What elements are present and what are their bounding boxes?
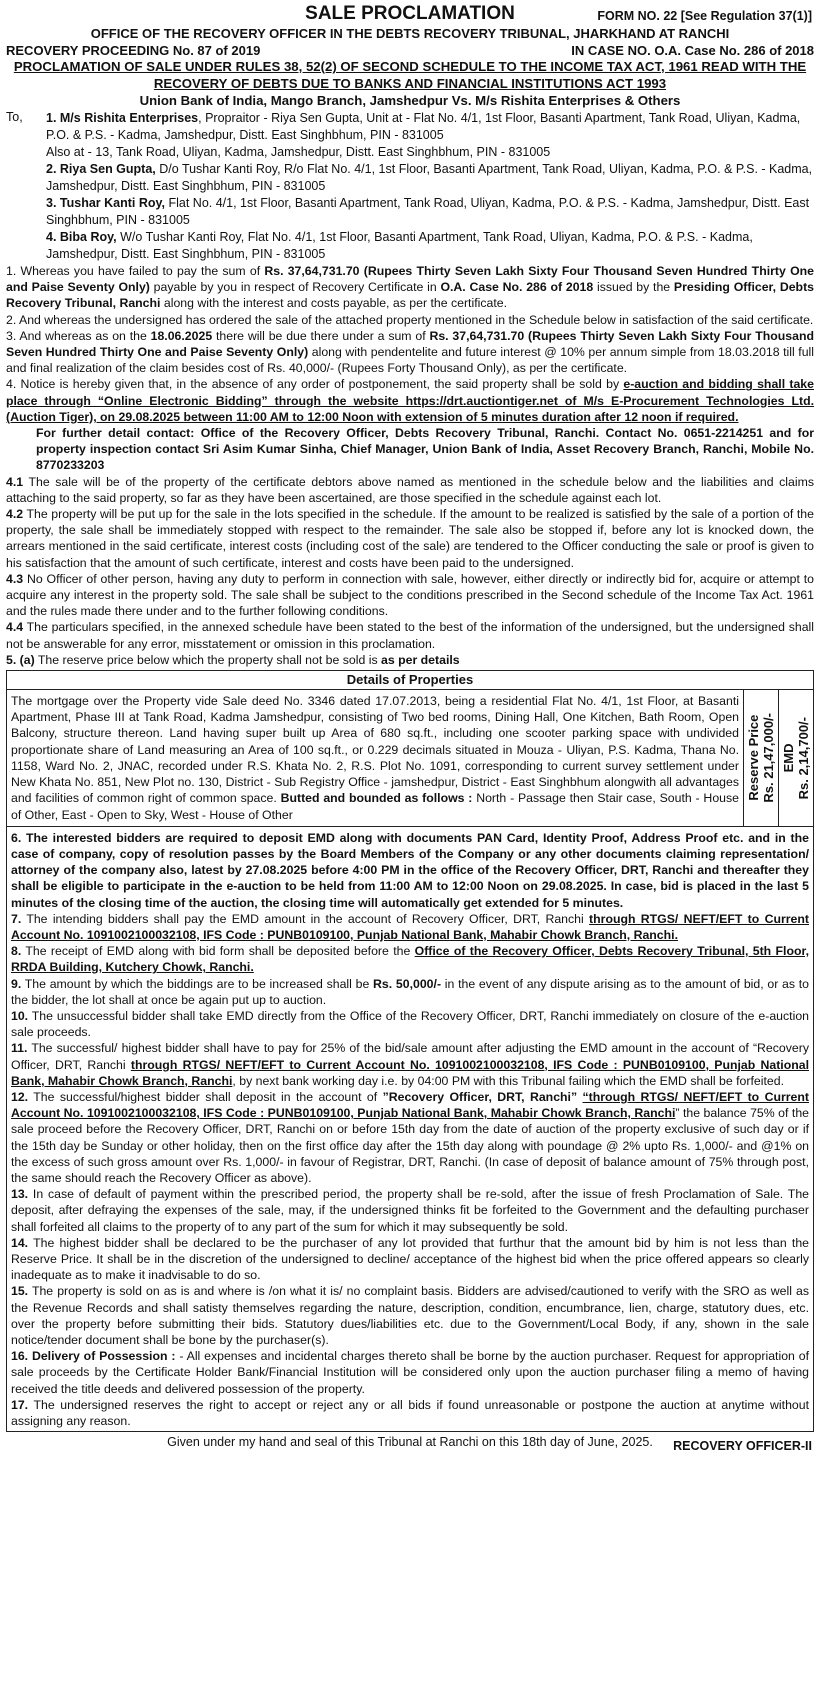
paragraph-4-4: 4.4 The particulars specified, in the annexed schedule have been stated to the best of the information of the undersigned, but the undersigned shall not be answerable for any error, misstatement or omission in this proclamation. <box>6 620 814 651</box>
property-description: The mortgage over the Property vide Sale deed No. 3346 dated 17.07.2013, being a residential Flat No. 4/1, 1st Floor, at Basanti Apartment, Phase III at Tank Road, Kadma Jamshedpur, consisting of Two bed rooms, Dining Hall, One Kitchen, Bath Room, Open Balcony, structure thereon. Land having super built up Area of 680 sq.ft., including one scooter parking space with undivided proportionate share of Land measuring an Area of 100 sq.ft., or 0.229 decimals situated in Mouza - Uliyan, P.S. Kadma, Thana No. 1158, Ward No. 2, JNAC, recorded under R.S. Khata No. 2, R.S. Plot No. 1091, corresponding to current survey settlement under New Khata No. 851, New Plot no. 130, District - Sub Registry Office - jamshedpur, District - East Singhbhum alongwith all advantages and facilities of common right of common space. Butted and bounded as follows : North - Passage then Stair case, South - House of Other, East - Open to Sky, West - House of Other <box>7 690 744 826</box>
case-number: IN CASE NO. O.A. Case No. 286 of 2018 <box>571 43 814 58</box>
reserve-price-value: Rs. 21,47,000/- <box>761 713 776 803</box>
addressee-3: 3. Tushar Kanti Roy, Flat No. 4/1, 1st Floor, Basanti Apartment, Tank Road, Uliyan, Kadma, P.O. & P.S. - Kadma, Jamshedpur, Distt. East Singhbhum, PIN - 831005 <box>46 196 810 227</box>
notice-title: SALE PROCLAMATION <box>305 3 515 24</box>
conditions-of-sale <box>6 827 814 1433</box>
addressees-block <box>6 110 814 263</box>
property-details-heading: Details of Properties <box>7 671 813 690</box>
property-details-table <box>6 670 814 827</box>
emd-label: EMD <box>781 743 796 773</box>
paragraph-2: 2. And whereas the undersigned has ordered the sale of the attached property mentioned in the Schedule below in satisfaction of the said certificate. <box>6 312 814 327</box>
paragraph-7: 7. The intending bidders shall pay the EMD amount in the account of Recovery Officer, DRT, Ranchi through RTGS/ NEFT/EFT to Current Account No. 1091002100032108, IFS Code : PUNB0109100, Punjab National Bank, Mahabir Chowk Branch, Ranchi. <box>11 911 809 942</box>
paragraph-16: 16. Delivery of Possession : - All expenses and incidental charges thereto shall be borne by the auction purchaser. Request for appropriation of sale proceeds by the Certificate Holder Bank/Financial Institution will be considered only upon the auction purchaser filing a memo of having received the title deeds and delivered possession of the property. <box>11 1349 810 1396</box>
paragraph-4-3: 4.3 No Officer of other person, having any duty to perform in connection with sale, however, either directly or indirectly bid for, acquire or attempt to acquire any interest in the property sold. The sale shall be subject to the conditions prescribed in the Second schedule of the Income Tax Act. 1961 and the rules made there under and to the further following conditions. <box>6 571 814 619</box>
signatory: RECOVERY OFFICER-II <box>673 1439 812 1454</box>
emd-value: Rs. 2,14,700/- <box>796 716 811 800</box>
addressee-2: 2. Riya Sen Gupta, D/o Tushar Kanti Roy, R/o Flat No. 4/1, 1st Floor, Basanti Apartment, Tank Road, Uliyan, Kadma, P.O. & P.S. - Kadma, Jamshedpur, Distt. East Singhbhum, PIN - 831005 <box>46 162 813 193</box>
office-heading: OFFICE OF THE RECOVERY OFFICER IN THE DEBTS RECOVERY TRIBUNAL, JHARKHAND AT RANCHI <box>90 26 730 41</box>
emd-cell <box>779 690 813 826</box>
recovery-proceeding: RECOVERY PROCEEDING No. 87 of 2019 <box>6 43 261 58</box>
case-line <box>6 42 814 59</box>
sale-proclamation-notice <box>6 3 814 1689</box>
paragraph-4-1: 4.1 The sale will be of the property of the certificate debtors above named as mentioned in the schedule below and the liabilities and claims attaching to the said property, so far as they have been ascertained, are those specified in the schedule against each lot. <box>6 474 814 505</box>
reserve-price-label: Reserve Price <box>746 714 761 801</box>
paragraph-15: 15. The property is sold on as is and where is /on what it is/ no complaint basis. Bidders are advised/cautioned to verify with the SRO as well as the Revenue Records and shall satisty themselves regarding the nature, description, condition, encumbrance, lien, charge, statutory dues, etc. over the property before submitting their bids. Statutory dues/liabilities etc. due to the Government/Local Body, if any, shown in the sale notice/tender document shall be bone by the purchaser(s). <box>11 1284 809 1347</box>
paragraph-10: 10. The unsuccessful bidder shall take EMD directly from the Office of the Recovery Officer, DRT, Ranchi immediately on closure of the e-auction sale proceeds. <box>11 1008 809 1040</box>
paragraph-4: 4. Notice is hereby given that, in the absence of any order of postponement, the said property shall be sold by e-auction and bidding shall take place through “Online Electronic Bidding” through the website https://drt.auctiontiger.net of M/s E-Procurement Technologies Ltd. (Auction Tiger), on 29.08.2025 between 11:00 AM to 12:00 Noon with extension of 5 minutes duration after 12 noon if required. <box>6 377 814 424</box>
paragraph-13: 13. In case of default of payment within the prescribed period, the property shall be re-sold, after the issue of fresh Proclamation of Sale. The deposit, after defraying the expenses of the sale, may, if the undersigned thinks fit be forfeited to the Government and the defaulting purchaser shall forfeited all claims to the property of to any part of the sum for which it may subsequently be sold. <box>11 1187 809 1234</box>
proclamation-heading: PROCLAMATION OF SALE UNDER RULES 38, 52(2) OF SECOND SCHEDULE TO THE INCOME TAX ACT, 1961 READ WITH THE RECOVERY OF DEBTS DUE TO BANKS AND FINANCIAL INSTITUTIONS ACT 1993 <box>13 59 807 91</box>
contact-details: For further detail contact: Office of the Recovery Officer, Debts Recovery Tribunal, Ranchi. Contact No. 0651-2214251 and for property inspection contact Sri Asim Kumar Sinha, Chief Manager, Union Bank of India, Asset Recovery Branch, Ranchi, Mobile No. 8770233203 <box>36 426 814 473</box>
property-details-body <box>7 690 813 826</box>
paragraph-5a: 5. (a) The reserve price below which the property shall not be sold is as per details <box>6 652 460 667</box>
paragraph-3: 3. And whereas as on the 18.06.2025 there will be due there under a sum of Rs. 37,64,731.70 (Rupees Thirty Seven Lakh Sixty Four Thousand Seven Hundred Thirty One and Paise Seventy Only) along with pendentelite and future interest @ 10% per annum simple from 18.03.2018 till full and final realization of the claim besides cost of Rs. 40,000/- (Rupees Forty Thousand Only), as per the certificate. <box>6 328 815 376</box>
paragraph-14: 14. The highest bidder shall be declared to be the purchaser of any lot provided that furthur that the amount bid by him is not less than the Reserve Price. It shall be in the discretion of the undersigned to decline/ acceptance of the highest bid when the price offered appears so clearly inadequate as to make it inadvisable to do so. <box>11 1235 809 1283</box>
paragraph-8: 8. The receipt of EMD along with bid form shall be deposited before the Office of the Recovery Officer, Debts Recovery Tribunal, 5th Floor, RRDA Building, Kutchery Chowk, Ranchi. <box>11 944 809 975</box>
paragraph-1: 1. Whereas you have failed to pay the sum of Rs. 37,64,731.70 (Rupees Thirty Seven Lakh Sixty Four Thousand Seven Hundred Thirty One and Paise Seventy Only) payable by you in respect of Recovery Certificate in O.A. Case No. 286 of 2018 issued by the Presiding Officer, Debts Recovery Tribunal, Ranchi along with the interest and costs payable, as per the certificate. <box>6 264 815 311</box>
to-label: To, <box>6 110 23 124</box>
addressee-1-alt-address: Also at - 13, Tank Road, Uliyan, Kadma, Jamshedpur, Distt. East Singhbhum, PIN - 831005 <box>46 145 551 159</box>
addressee-4: 4. Biba Roy, W/o Tushar Kanti Roy, Flat No. 4/1, 1st Floor, Basanti Apartment, Tank Road, Uliyan, Kadma, P.O. & P.S. - Kadma, Jamshedpur, Distt. East Singhbhum, PIN - 831005 <box>46 230 753 261</box>
paragraph-11: 11. The successful/ highest bidder shall have to pay for 25% of the bid/sale amount after adjusting the EMD amount in the account of “Recovery Officer, DRT, Ranchi through RTGS/ NEFT/EFT to Current Account No. 1091002100032108, IFS Code : PUNB0109100, Punjab National Bank, Mahabir Chowk Branch, Ranchi, by next bank working day i.e. by 04:00 PM with this Tribunal failing which the EMD shall be forfeited. <box>11 1041 810 1088</box>
e-auction-details: e-auction and bidding shall take place through “Online Electronic Bidding” through the website https://drt.auctiontiger.net of M/s E-Procurement Technologies Ltd. (Auction Tiger), on 29.08.2025 between 11:00 AM to 12:00 Noon with extension of 5 minutes duration after 12 noon if required. <box>6 377 814 424</box>
form-number: FORM NO. 22 [See Regulation 37(1)] <box>597 9 812 23</box>
parties-line: Union Bank of India, Mango Branch, Jamshedpur Vs. M/s Rishita Enterprises & Others <box>139 93 681 108</box>
paragraph-17: 17. The undersigned reserves the right to accept or reject any or all bids if found unreasonable or postpone the auction at anytime without assigning any reason. <box>11 1397 809 1429</box>
addressee-1: 1. M/s Rishita Enterprises, Propraitor - Riya Sen Gupta, Unit at - Flat No. 4/1, 1st Floor, Basanti Apartment, Tank Road, Uliyan, Kadma, P.O. & P.S. - Kadma, Jamshedpur, Distt. East Singhbhum, PIN - 831005 <box>46 111 801 142</box>
notice-title-block <box>6 3 814 25</box>
given-under-seal: Given under my hand and seal of this Tribunal at Ranchi on this 18th day of June, 2025. <box>167 1435 653 1450</box>
addressee-list <box>46 110 814 263</box>
paragraph-12: 12. The successful/highest bidder shall deposit in the account of ”Recovery Officer, DRT, Ranchi” “through RTGS/ NEFT/EFT to Current Account No. 1091002100032108, IFS Code : PUNB0109100, Punjab National Bank, Mahabir Chowk Branch, Ranchi” the balance 75% of the sale proceed before the Recovery Officer, DRT, Ranchi on or before 15th day from the date of auction of the property exclusive of such day or if the 15th day be Sunday or other holiday, then on the first office day after the 15th day along with poundage @ 2% upto Rs. 1,000/- and @1% on the excess of such gross amount over Rs. 1,000/- in favour of Registrar, DRT, Ranchi. (In case of deposit of balance amount of 75% through post, the same should reach the Recovery Officer as above). <box>11 1089 809 1185</box>
paragraph-9: 9. The amount by which the biddings are to be increased shall be Rs. 50,000/- in the event of any dispute arising as to the amount of bid, or as to the bidder, the lot shall at once be again put up to auction. <box>11 976 810 1007</box>
paragraph-6: 6. The interested bidders are required to deposit EMD along with documents PAN Card, Identity Proof, Address Proof etc. and in the case of company, copy of resolution passes by the Board Members of the Company or any other documents claiming representation/ attorney of the company also, latest by 27.08.2025 before 4:00 PM in the office of the Recovery Officer, DRT, Ranchi and thereafter they shall be eligible to participate in the e-auction to be held from 11:00 AM to 12:00 Noon on 29.08.2025. In case, bid is placed in the last 5 minutes of the closing time of the auction, the closing time will automatically get extended for 5 minutes. <box>11 830 809 910</box>
paragraph-4-2: 4.2 The property will be put up for the sale in the lots specified in the schedule. If the amount to be realized is satisfied by the sale of a portion of the property, the sale shall be immediately stopped with respect to the remainder. The sale also be stopped if, before any lot is knocked down, the arrears mentioned in the said certificate, interest costs (including cost of the sale) are tendered to the Officer conducting the sale or proof is given to his satisfaction that the amount of such certificate, interest and costs have been paid to the undersigned. <box>6 507 814 570</box>
reserve-price-cell <box>744 690 779 826</box>
footer <box>6 1434 814 1454</box>
